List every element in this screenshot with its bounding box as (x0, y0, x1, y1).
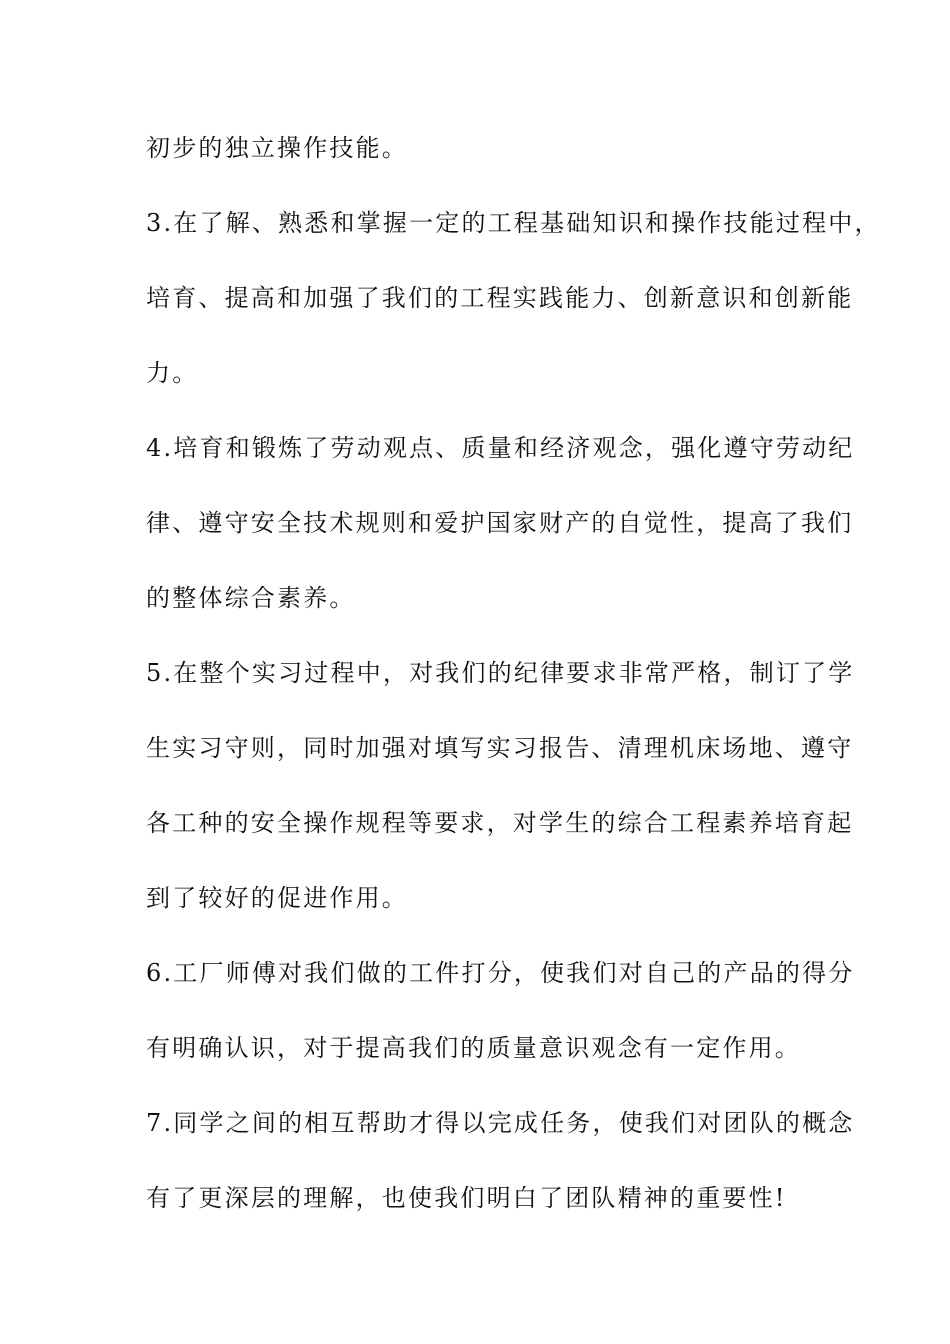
text-line: 4.培育和锻炼了劳动观点、质量和经济观念，强化遵守劳动纪 (146, 434, 855, 462)
text-line: 5.在整个实习过程中，对我们的纪律要求非常严格，制订了学 (146, 659, 855, 687)
text-line: 培育、提高和加强了我们的工程实践能力、创新意识和创新能 (146, 284, 854, 312)
text-line: 各工种的安全操作规程等要求，对学生的综合工程素养培育起 (146, 809, 854, 837)
text-line: 生实习守则，同时加强对填写实习报告、清理机床场地、遵守 (146, 734, 854, 762)
text-line: 有明确认识，对于提高我们的质量意识观念有一定作用。 (146, 1034, 801, 1062)
text-line: 到了较好的促进作用。 (146, 884, 408, 912)
text-line: 初步的独立操作技能。 (146, 134, 408, 162)
text-line: 的整体综合素养。 (146, 584, 356, 612)
text-line: 3.在了解、熟悉和掌握一定的工程基础知识和操作技能过程中， (146, 209, 881, 237)
text-line: 7.同学之间的相互帮助才得以完成任务，使我们对团队的概念 (146, 1109, 855, 1137)
text-line: 力。 (146, 359, 199, 387)
text-line: 律、遵守安全技术规则和爱护国家财产的自觉性，提高了我们 (146, 509, 854, 537)
text-line: 6.工厂师傅对我们做的工件打分，使我们对自己的产品的得分 (146, 959, 855, 987)
text-line: 有了更深层的理解，也使我们明白了团队精神的重要性! (146, 1184, 787, 1212)
